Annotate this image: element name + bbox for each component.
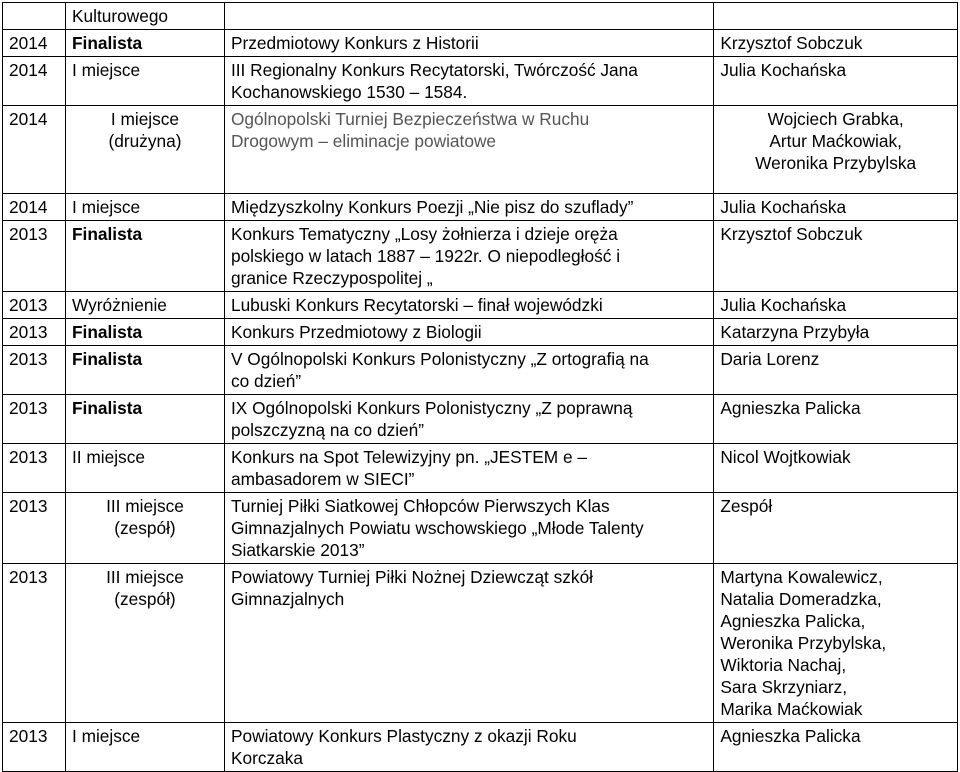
persons-cell [714, 194, 958, 221]
result-cell [65, 221, 224, 292]
result-label: II miejsce [71, 447, 145, 467]
person-name: Weronika Przybylska [755, 153, 917, 173]
persons-cell [714, 395, 958, 444]
persons-cell [714, 57, 958, 106]
person-name: Natalia Domeradzka, [720, 589, 882, 609]
year-cell: 2013 [3, 444, 66, 493]
person-name: Agnieszka Palicka [720, 398, 861, 418]
result-sublabel: (drużyna) [108, 131, 182, 151]
table-row [3, 106, 958, 194]
result-label: Finalista [71, 224, 143, 244]
table-row [3, 319, 958, 346]
competition-line: polskiego w latach 1887 – 1922r. O niepodległość i [230, 246, 621, 266]
result-label: Finalista [71, 398, 143, 418]
year-cell: 2014 [3, 30, 66, 57]
year-cell: 2013 [3, 319, 66, 346]
competition-line: polszczyzną na co dzień” [230, 420, 425, 440]
competition-cell [224, 57, 713, 106]
competition-cell [224, 106, 713, 194]
competition-line: ambasadorem w SIECI” [230, 469, 415, 489]
person-name: Wojciech Grabka, [767, 109, 904, 129]
result-label: I miejsce [110, 109, 180, 129]
result-label: Finalista [71, 322, 143, 342]
table-row [3, 3, 958, 30]
table-row [3, 395, 958, 444]
awards-table [2, 2, 958, 772]
competition-cell [224, 346, 713, 395]
persons-cell [714, 444, 958, 493]
table-row [3, 221, 958, 292]
year-cell: 2014 [3, 194, 66, 221]
competition-cell [224, 564, 713, 723]
year-cell: 2013 [3, 493, 66, 564]
awards-table-body [3, 3, 958, 772]
result-sublabel: (zespół) [114, 589, 176, 609]
person-name: Wiktoria Nachaj, [720, 655, 847, 675]
competition-cell [224, 3, 713, 30]
person-name: Daria Lorenz [720, 349, 820, 369]
competition-line: Powiatowy Konkurs Plastyczny z okazji Roku [230, 726, 577, 746]
result-cell [65, 395, 224, 444]
persons-cell [714, 3, 958, 30]
result-cell [65, 194, 224, 221]
persons-cell [714, 493, 958, 564]
year-cell: 2013 [3, 564, 66, 723]
persons-cell [714, 723, 958, 772]
person-name: Julia Kochańska [720, 197, 847, 217]
competition-line: Międzyszkolny Konkurs Poezji „Nie pisz do szuflady” [230, 197, 634, 217]
competition-line: Lubuski Konkurs Recytatorski – finał wojewódzki [230, 295, 603, 315]
result-label: I miejsce [71, 726, 141, 746]
person-name: Martyna Kowalewicz, [720, 567, 883, 587]
competition-line: granice Rzeczypospolitej „ [230, 268, 433, 288]
competition-cell [224, 723, 713, 772]
competition-cell [224, 194, 713, 221]
competition-line: Turniej Piłki Siatkowej Chłopców Pierwszych Klas [230, 496, 610, 516]
result-cell [65, 444, 224, 493]
person-name: Krzysztof Sobczuk [720, 33, 863, 53]
year-cell: 2013 [3, 395, 66, 444]
year-cell: 2014 [3, 106, 66, 194]
competition-cell [224, 395, 713, 444]
competition-line: IX Ogólnopolski Konkurs Polonistyczny „Z poprawną [230, 398, 633, 418]
result-label: Finalista [71, 33, 143, 53]
competition-line: Drogowym – eliminacje powiatowe [230, 131, 497, 151]
competition-line: Przedmiotowy Konkurs z Historii [230, 33, 479, 53]
person-name: Agnieszka Palicka, [720, 611, 866, 631]
person-name: Katarzyna Przybyła [720, 322, 870, 342]
result-label: I miejsce [71, 60, 141, 80]
person-name: Artur Maćkowiak, [769, 131, 902, 151]
result-cell [65, 57, 224, 106]
result-label: III miejsce [106, 496, 184, 516]
person-name: Agnieszka Palicka [720, 726, 861, 746]
competition-line: V Ogólnopolski Konkurs Polonistyczny „Z ortografią na [230, 349, 649, 369]
competition-line: Siatkarskie 2013” [230, 540, 365, 560]
competition-cell [224, 493, 713, 564]
persons-cell [714, 106, 958, 194]
competition-line: Kochanowskiego 1530 – 1584. [230, 82, 468, 102]
person-name: Julia Kochańska [720, 60, 847, 80]
persons-cell [714, 346, 958, 395]
result-label: Finalista [71, 349, 143, 369]
result-label: III miejsce [106, 567, 184, 587]
competition-line: Konkurs Przedmiotowy z Biologii [230, 322, 482, 342]
competition-line: Gimnazjalnych [230, 589, 345, 609]
person-name: Zespół [720, 496, 773, 516]
result-cell [65, 319, 224, 346]
year-cell: 2013 [3, 346, 66, 395]
year-cell: 2013 [3, 221, 66, 292]
result-cell [65, 3, 224, 30]
result-cell [65, 493, 224, 564]
competition-line: Konkurs na Spot Telewizyjny pn. „JESTEM e – [230, 447, 587, 467]
result-label: I miejsce [71, 197, 141, 217]
person-name: Marika Maćkowiak [720, 699, 863, 719]
competition-line: Ogólnopolski Turniej Bezpieczeństwa w Ruchu [230, 109, 590, 129]
year-cell: 2014 [3, 57, 66, 106]
result-cell [65, 292, 224, 319]
persons-cell [714, 319, 958, 346]
competition-line: Powiatowy Turniej Piłki Nożnej Dziewcząt szkół [230, 567, 594, 587]
table-row [3, 292, 958, 319]
competition-line: Konkurs Tematyczny „Losy żołnierza i dzieje oręża [230, 224, 618, 244]
result-cell [65, 723, 224, 772]
table-row [3, 493, 958, 564]
competition-cell [224, 292, 713, 319]
persons-cell [714, 30, 958, 57]
persons-cell [714, 292, 958, 319]
competition-cell [224, 444, 713, 493]
table-row [3, 564, 958, 723]
year-cell: 2013 [3, 292, 66, 319]
year-cell [3, 3, 66, 30]
table-row [3, 30, 958, 57]
table-row [3, 723, 958, 772]
person-name: Julia Kochańska [720, 295, 847, 315]
result-cell [65, 106, 224, 194]
competition-cell [224, 319, 713, 346]
table-row [3, 57, 958, 106]
competition-cell [224, 221, 713, 292]
persons-cell [714, 564, 958, 723]
result-cell [65, 564, 224, 723]
year-cell: 2013 [3, 723, 66, 772]
competition-cell [224, 30, 713, 57]
competition-line: Gimnazjalnych Powiatu wschowskiego „Młode Talenty [230, 518, 644, 538]
person-name: Sara Skrzyniarz, [720, 677, 848, 697]
result-label: Kulturowego [71, 6, 169, 26]
persons-cell [714, 221, 958, 292]
competition-line: III Regionalny Konkurs Recytatorski, Twórczość Jana [230, 60, 638, 80]
person-name: Weronika Przybylska, [720, 633, 887, 653]
person-name: Nicol Wojtkowiak [720, 447, 851, 467]
table-row [3, 444, 958, 493]
competition-line: Korczaka [230, 748, 303, 768]
result-cell [65, 30, 224, 57]
result-cell [65, 346, 224, 395]
result-label: Wyróżnienie [71, 295, 167, 315]
person-name: Krzysztof Sobczuk [720, 224, 863, 244]
result-sublabel: (zespół) [114, 518, 176, 538]
competition-line: co dzień” [230, 371, 302, 391]
table-row [3, 194, 958, 221]
table-row [3, 346, 958, 395]
